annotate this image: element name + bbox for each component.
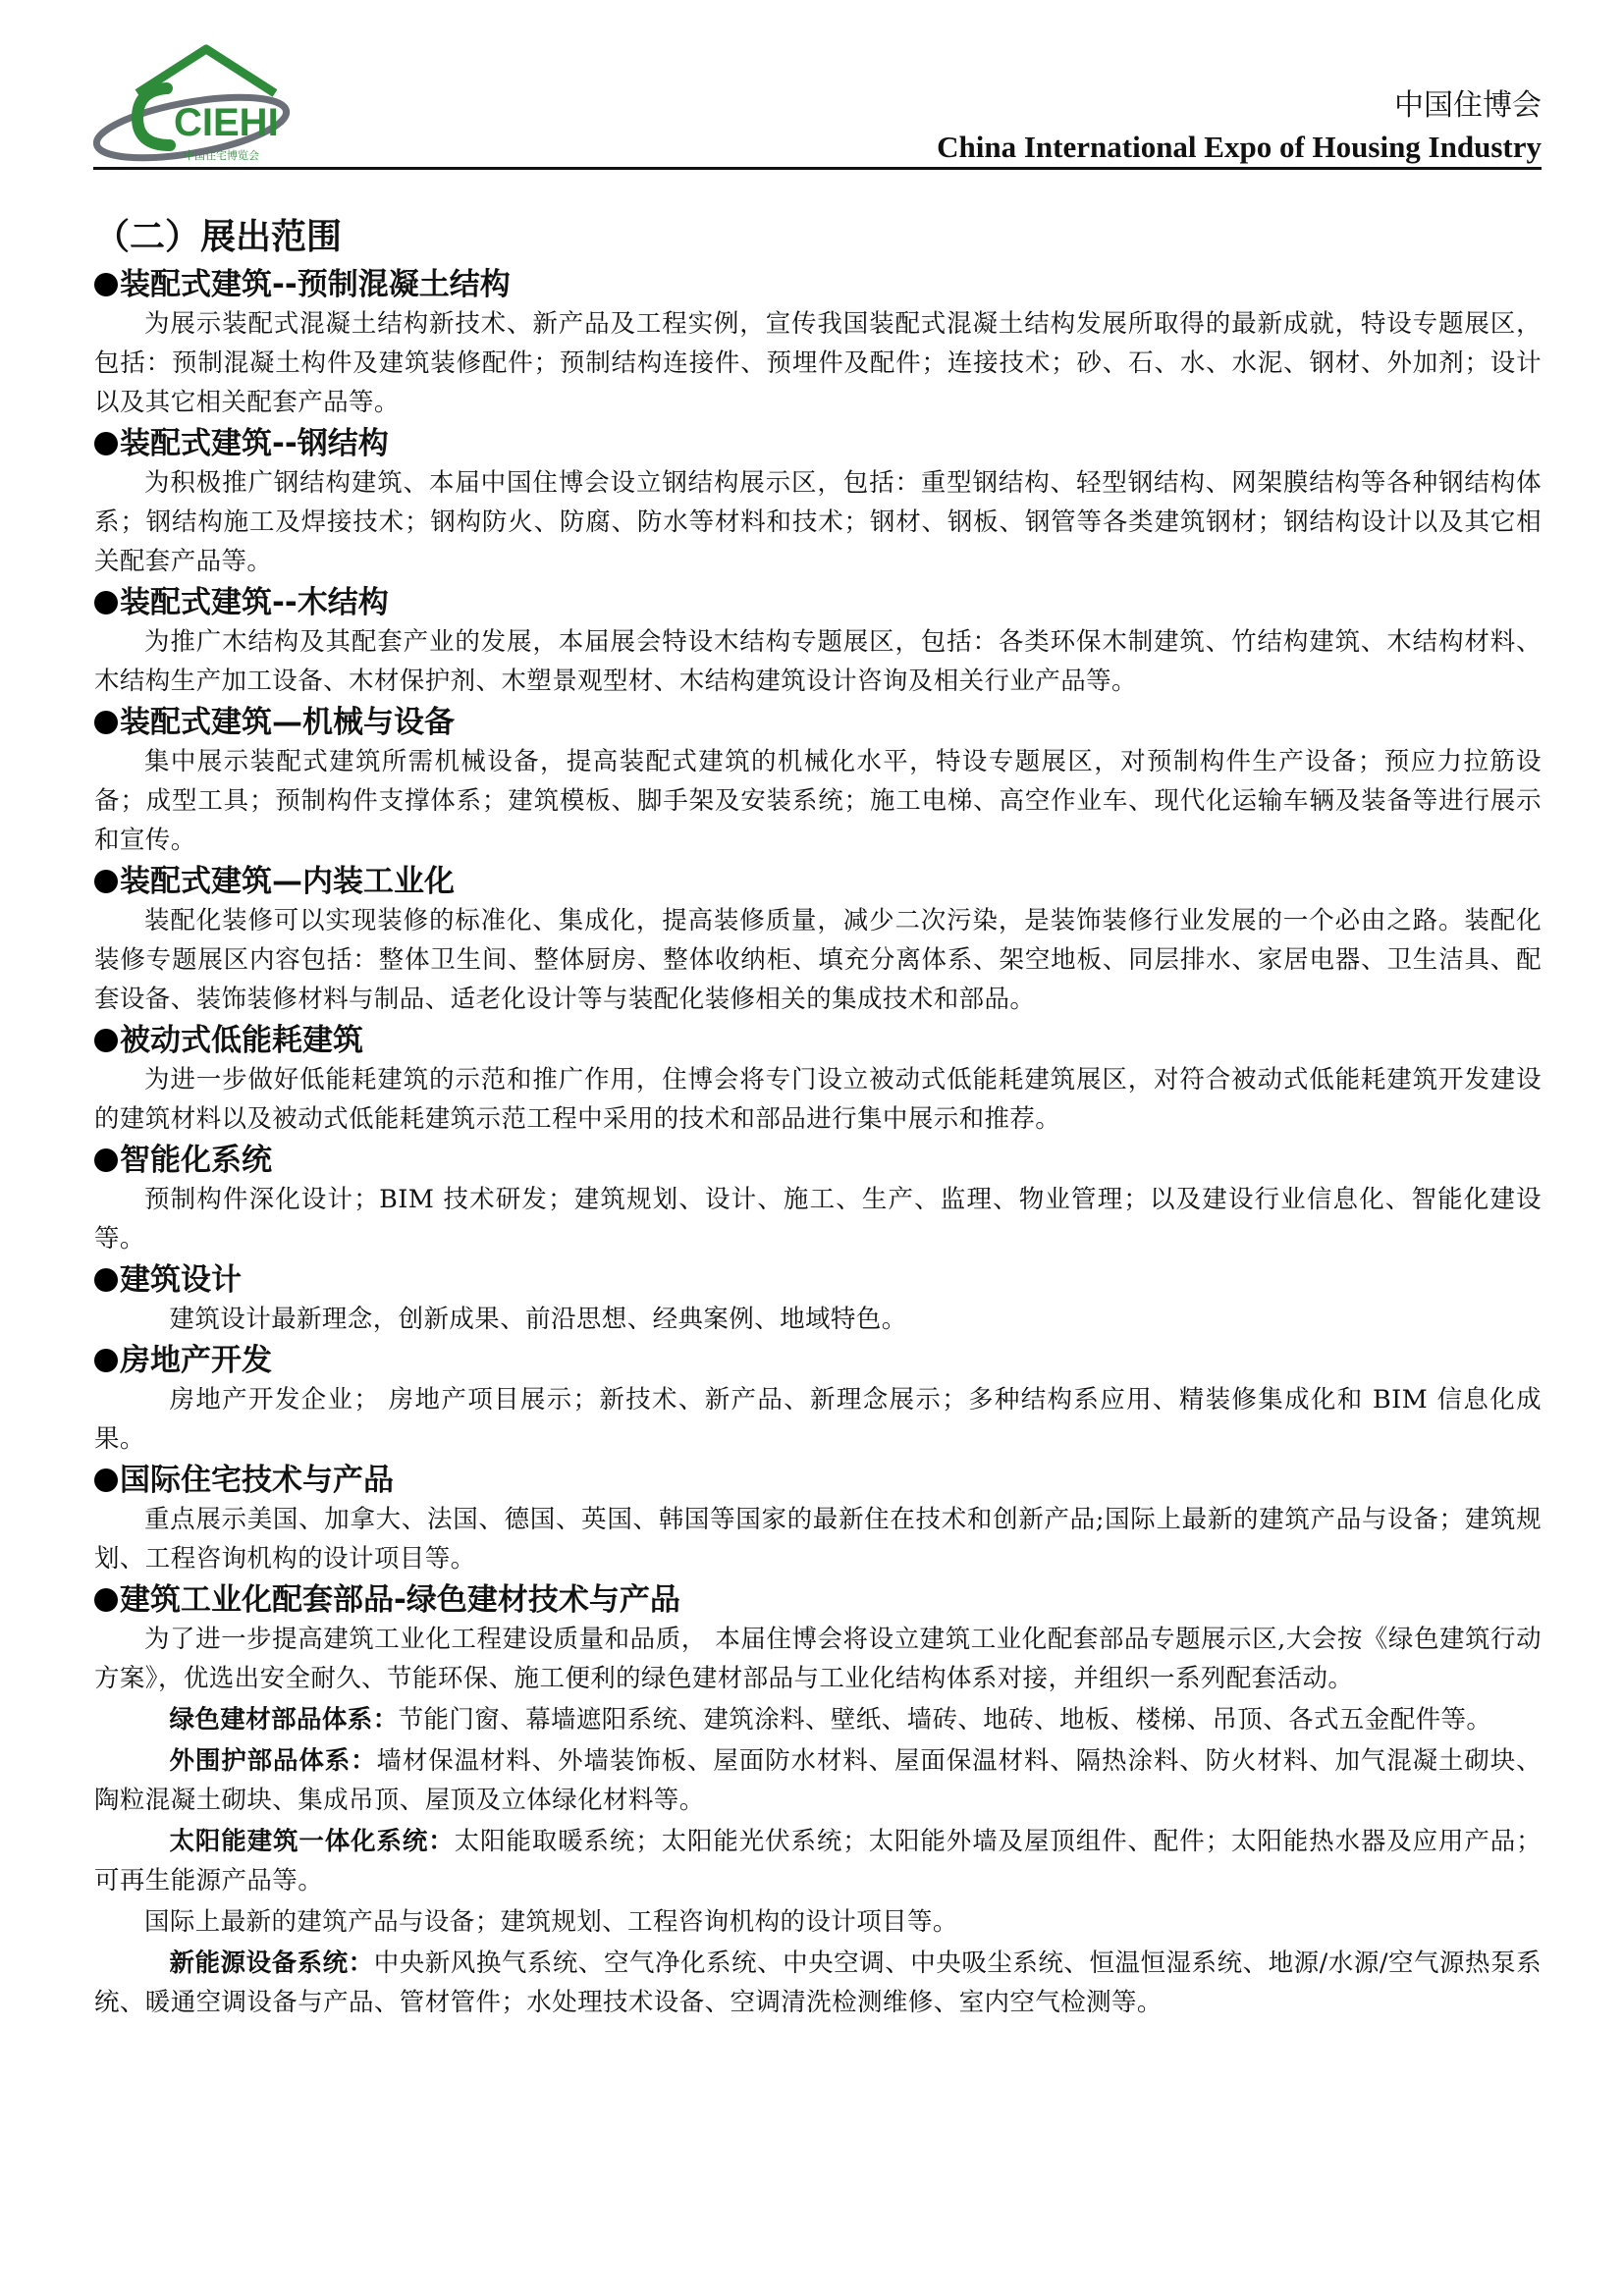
category-text: 建筑设计最新理念，创新成果、前沿思想、经典案例、地域特色。 — [169, 1305, 907, 1334]
category-heading: 装配式建筑—机械与设备 — [94, 703, 1542, 742]
category-text: 预制构件深化设计；BIM 技术研发；建筑规划、设计、施工、生产、监理、物业管理；以及建设行业信息化、智能化建设等。 — [94, 1185, 1542, 1254]
subcategory-text: 新能源设备系统：中央新风换气系统、空气净化系统、中央空调、中央吸尘系统、恒温恒湿系统、地源/水源/空气源热泵系统、暖通空调设备与产品、管材管件；水处理技术设备、空调清洗检测维修、室内空气检测等。 — [94, 1949, 1542, 2017]
header-title-cn: 中国住博会 — [1394, 88, 1542, 123]
category-text: 房地产开发企业； 房地产项目展示；新技术、新产品、新理念展示；多种结构系应用、精装修集成化和 BIM 信息化成果。 — [94, 1385, 1542, 1454]
logo-subtext: 中国住宅博览会 — [184, 149, 259, 162]
subcategory-text: 外围护部品体系：墙材保温材料、外墙装饰板、屋面防水材料、屋面保温材料、隔热涂料、防火材料、加气混凝土砌块、陶粒混凝土砌块、集成吊顶、屋顶及立体绿化材料等。 — [94, 1746, 1542, 1815]
category-heading: 建筑设计 — [94, 1260, 1542, 1300]
subcategory-label: 太阳能建筑一体化系统： — [169, 1827, 455, 1856]
plain-text: 国际上最新的建筑产品与设备；建筑规划、工程咨询机构的设计项目等。 — [144, 1907, 958, 1937]
category-text: 为进一步做好低能耗建筑的示范和推广作用，住博会将专门设立被动式低能耗建筑展区，对符合被动式低能耗建筑开发建设的建筑材料以及被动式低能耗建筑示范工程中采用的技术和部品进行集中展示和推荐。 — [94, 1065, 1542, 1134]
bullet-icon — [94, 711, 118, 734]
category-intro: 为了进一步提高建筑工业化工程建设质量和品质， 本届住博会将设立建筑工业化配套部品专题展示区,大会按《绿色建筑行动方案》，优选出安全耐久、节能环保、施工便利的绿色建材部品与工业化结构体系对接，并组织一系列配套活动。 — [94, 1625, 1542, 1693]
subcategory-label: 外围护部品体系： — [169, 1746, 377, 1776]
bullet-icon — [94, 1029, 118, 1052]
subcategory-label: 新能源设备系统： — [169, 1949, 374, 1978]
category-heading: 装配式建筑--木结构 — [94, 583, 1542, 622]
bullet-icon — [94, 1468, 118, 1492]
category-text: 重点展示美国、加拿大、法国、德国、英国、韩国等国家的最新住在技术和创新产品;国际上最新的建筑产品与设备；建筑规划、工程咨询机构的设计项目等。 — [94, 1505, 1542, 1574]
category-heading: 国际住宅技术与产品 — [94, 1461, 1542, 1500]
category-heading: 装配式建筑--预制混凝土结构 — [94, 265, 1542, 304]
header-divider — [93, 167, 1542, 170]
bullet-icon — [94, 870, 118, 893]
bullet-icon — [94, 591, 118, 614]
document-body — [94, 214, 1542, 2024]
category-text: 集中展示装配式建筑所需机械设备，提高装配式建筑的机械化水平，特设专题展区，对预制构件生产设备；预应力拉筋设备；成型工具；预制构件支撑体系；建筑模板、脚手架及安装系统；施工电梯、高空作业车、现代化运输车辆及装备等进行展示和宣传。 — [94, 747, 1542, 855]
category-heading: 智能化系统 — [94, 1141, 1542, 1180]
category-text: 为推广木结构及其配套产业的发展，本届展会特设木结构专题展区，包括：各类环保木制建筑、竹结构建筑、木结构材料、木结构生产加工设备、木材保护剂、木塑景观型材、木结构建筑设计咨询及相关行业产品等。 — [94, 627, 1542, 696]
bullet-icon — [94, 1349, 118, 1372]
subcategory-text: 绿色建材部品体系：节能门窗、幕墙遮阳系统、建筑涂料、壁纸、墙砖、地砖、地板、楼梯、吊顶、各式五金配件等。 — [169, 1705, 1492, 1735]
page-header — [93, 39, 1542, 167]
logo-text: CIEHI — [174, 101, 279, 144]
header-titles — [937, 86, 1542, 167]
category-text: 装配化装修可以实现装修的标准化、集成化，提高装修质量，减少二次污染，是装饰装修行业发展的一个必由之路。装配化装修专题展区内容包括：整体卫生间、整体厨房、整体收纳柜、填充分离体系、架空地板、同层排水、家居电器、卫生洁具、配套设备、装饰装修材料与制品、适老化设计等与装配化装修相关的集成技术和部品。 — [94, 906, 1542, 1014]
category-heading: 建筑工业化配套部品-绿色建材技术与产品 — [94, 1580, 1542, 1620]
ciehi-logo — [93, 39, 299, 167]
category-heading: 装配式建筑—内装工业化 — [94, 862, 1542, 901]
subcategory-text: 太阳能建筑一体化系统：太阳能取暖系统；太阳能光伏系统；太阳能外墙及屋顶组件、配件；太阳能热水器及应用产品；可再生能源产品等。 — [94, 1827, 1542, 1896]
bullet-icon — [94, 273, 118, 296]
category-heading: 被动式低能耗建筑 — [94, 1021, 1542, 1060]
category-heading: 房地产开发 — [94, 1341, 1542, 1380]
bullet-icon — [94, 1148, 118, 1172]
bullet-icon — [94, 1268, 118, 1292]
category-text: 为展示装配式混凝土结构新技术、新产品及工程实例，宣传我国装配式混凝土结构发展所取得的最新成就，特设专题展区，包括：预制混凝土构件及建筑装修配件；预制结构连接件、预埋件及配件；连接技术；砂、石、水、水泥、钢材、外加剂；设计以及其它相关配套产品等。 — [94, 309, 1542, 417]
category-text: 为积极推广钢结构建筑、本届中国住博会设立钢结构展示区，包括：重型钢结构、轻型钢结构、网架膜结构等各种钢结构体系；钢结构施工及焊接技术；钢构防火、防腐、防水等材料和技术；钢材、钢板、钢管等各类建筑钢材；钢结构设计以及其它相关配套产品等。 — [94, 468, 1542, 576]
section-title: （二）展出范围 — [94, 217, 343, 257]
header-title-en: China International Expo of Housing Industry — [937, 130, 1542, 164]
subcategory-label: 绿色建材部品体系： — [169, 1705, 399, 1735]
bullet-icon — [94, 432, 118, 455]
category-heading: 装配式建筑--钢结构 — [94, 424, 1542, 463]
bullet-icon — [94, 1588, 118, 1612]
